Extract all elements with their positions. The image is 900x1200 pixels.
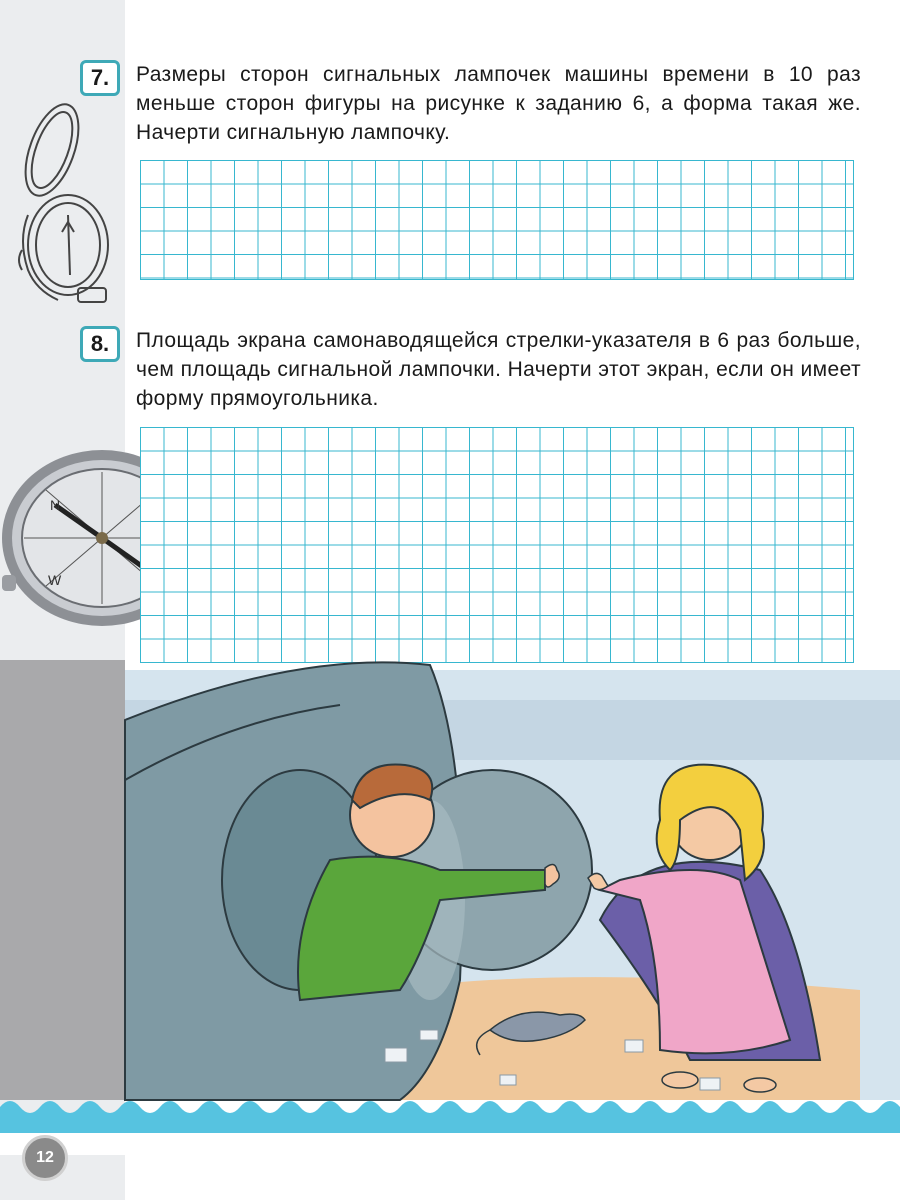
task-text-7: Размеры сторон сигнальных лампочек машины времени в 10 раз меньше сторон фигуры на рисунке к заданию 6, а форма такая же. Начерти сигнальную лампочку. — [136, 63, 861, 144]
task-number-8: 8. — [80, 326, 120, 362]
task-number-7: 7. — [80, 60, 120, 96]
page-number-badge: 12 — [22, 1135, 68, 1181]
svg-text:N: N — [50, 497, 61, 513]
svg-text:W: W — [48, 572, 62, 588]
footer-wave-decoration — [0, 1095, 900, 1155]
task-text-8: Площадь экрана самонаводящейся стрелки-указателя в 6 раз больше, чем площадь сигнальной лампочки. Начерти этот экран, если он имеет форму прямоугольника. — [136, 329, 861, 410]
